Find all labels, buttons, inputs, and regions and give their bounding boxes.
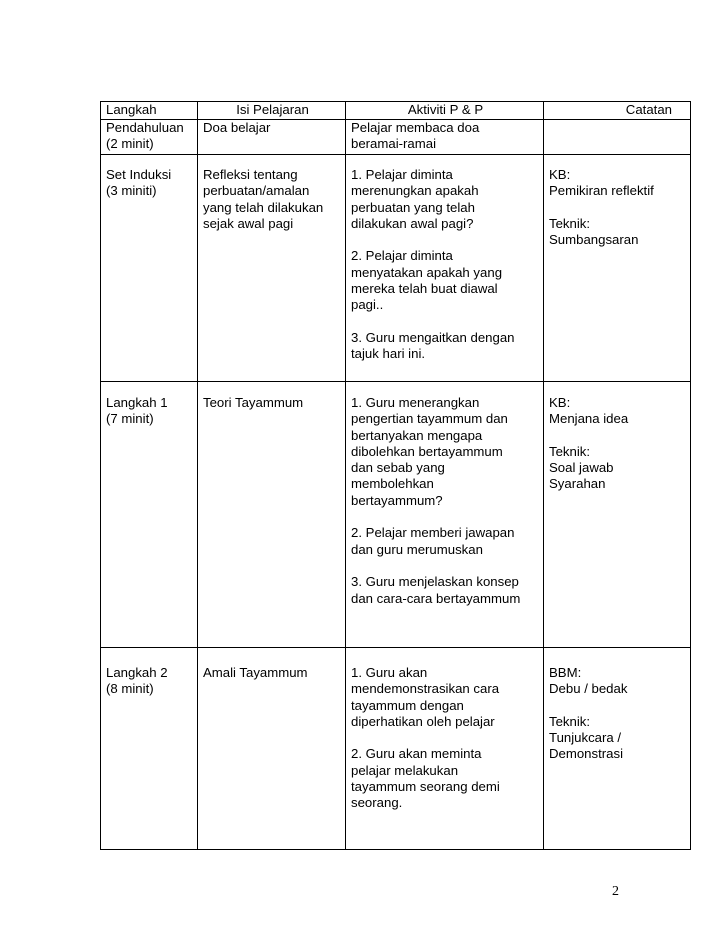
langkah-cell: [101, 382, 198, 648]
cell-line: Teknik:: [549, 215, 591, 231]
cell-line: Pendahuluan: [106, 120, 184, 135]
isi-pelajaran-cell: [198, 648, 346, 850]
paragraph-gap: [549, 698, 687, 714]
langkah-cell: [101, 120, 198, 155]
header-row: [101, 102, 691, 120]
cell-line: BBM:: [549, 665, 582, 680]
catatan-cell: [544, 382, 691, 648]
cell-line: 2. Pelajar memberi jawapan: [351, 525, 515, 541]
aktiviti-cell: [346, 155, 544, 382]
cell-line: merenungkan apakah: [351, 183, 479, 199]
cell-line: mereka telah buat diawal: [351, 281, 498, 297]
langkah-cell: [101, 155, 198, 382]
cell-line: pengertian tayammum dan: [351, 411, 508, 427]
cell-line: (2 minit): [106, 136, 154, 152]
cell-line: KB:: [549, 395, 571, 410]
cell-line: beramai-ramai: [351, 136, 437, 152]
cell-line: Langkah 2: [106, 665, 168, 680]
cell-line: 2. Pelajar diminta: [351, 248, 453, 264]
cell-line: 3. Guru menjelaskan konsep: [351, 574, 519, 590]
cell-line: Langkah 1: [106, 395, 168, 410]
cell-line: Debu / bedak: [549, 681, 628, 697]
cell-line: Teori Tayammum: [203, 395, 304, 410]
cell-line: (7 minit): [106, 411, 154, 427]
cell-line: dibolehkan bertayammum: [351, 443, 503, 459]
paragraph-gap: [351, 509, 540, 525]
paragraph-gap: [351, 314, 540, 330]
cell-line: Demonstrasi: [549, 746, 624, 762]
cell-line: bertayammum?: [351, 492, 443, 508]
cell-line: Set Induksi: [106, 167, 172, 182]
header-aktiviti: Aktiviti P & P: [346, 102, 544, 120]
isi-pelajaran-cell: [198, 120, 346, 155]
cell-line: KB:: [549, 167, 571, 182]
cell-line: yang telah dilakukan: [203, 199, 324, 215]
cell-line: Teknik:: [549, 713, 591, 729]
cell-line: 1. Guru menerangkan: [351, 395, 480, 410]
paragraph-gap: [549, 200, 687, 216]
paragraph-gap: [549, 428, 687, 444]
cell-line: membolehkan: [351, 476, 434, 492]
cell-line: menyatakan apakah yang: [351, 264, 503, 280]
cell-line: bertanyakan mengapa: [351, 427, 483, 443]
catatan-cell: [544, 155, 691, 382]
lesson-plan-table: [100, 101, 691, 850]
paragraph-gap: [351, 232, 540, 248]
cell-line: diperhatikan oleh pelajar: [351, 713, 495, 729]
cell-line: Menjana idea: [549, 411, 629, 427]
header-langkah: Langkah: [101, 102, 198, 120]
cell-line: Sumbangsaran: [549, 232, 639, 248]
cell-line: (3 miniti): [106, 183, 157, 199]
table-row: [101, 120, 691, 155]
cell-line: perbuatan/amalan: [203, 183, 310, 199]
langkah-cell: [101, 648, 198, 850]
cell-line: Amali Tayammum: [203, 665, 308, 680]
cell-line: Pelajar membaca doa: [351, 120, 480, 135]
cell-line: Syarahan: [549, 476, 606, 492]
paragraph-gap: [351, 730, 540, 746]
cell-line: 2. Guru akan meminta: [351, 746, 482, 762]
cell-line: tayammum dengan: [351, 697, 464, 713]
cell-line: tayammum seorang demi: [351, 779, 500, 795]
cell-line: mendemonstrasikan cara: [351, 681, 500, 697]
cell-line: dan guru merumuskan: [351, 541, 483, 557]
header-isi-pelajaran: Isi Pelajaran: [198, 102, 346, 120]
table-row: [101, 155, 691, 382]
cell-line: dan cara-cara bertayammum: [351, 590, 521, 606]
cell-line: 3. Guru mengaitkan dengan: [351, 329, 515, 345]
table-row: [101, 648, 691, 850]
cell-line: pagi..: [351, 297, 384, 313]
cell-line: 1. Guru akan: [351, 665, 428, 680]
isi-pelajaran-cell: [198, 155, 346, 382]
cell-line: Refleksi tentang: [203, 167, 298, 182]
cell-line: perbuatan yang telah: [351, 199, 475, 215]
cell-line: dan sebab yang: [351, 460, 445, 476]
aktiviti-cell: [346, 648, 544, 850]
aktiviti-cell: [346, 382, 544, 648]
paragraph-gap: [351, 558, 540, 574]
cell-line: Tunjukcara /: [549, 730, 622, 746]
cell-line: Doa belajar: [203, 120, 271, 135]
page-number: 2: [612, 884, 619, 899]
catatan-cell: [544, 120, 691, 155]
cell-line: Soal jawab: [549, 460, 614, 476]
isi-pelajaran-cell: [198, 382, 346, 648]
cell-line: (8 minit): [106, 681, 154, 697]
cell-line: 1. Pelajar diminta: [351, 167, 453, 182]
cell-line: seorang.: [351, 795, 403, 811]
cell-line: Teknik:: [549, 443, 591, 459]
cell-line: Pemikiran reflektif: [549, 183, 654, 199]
catatan-cell: [544, 648, 691, 850]
aktiviti-cell: [346, 120, 544, 155]
cell-line: sejak awal pagi: [203, 215, 294, 231]
header-catatan: Catatan: [544, 102, 691, 120]
cell-line: tajuk hari ini.: [351, 346, 426, 362]
cell-line: pelajar melakukan: [351, 762, 459, 778]
cell-line: dilakukan awal pagi?: [351, 215, 474, 231]
table-row: [101, 382, 691, 648]
